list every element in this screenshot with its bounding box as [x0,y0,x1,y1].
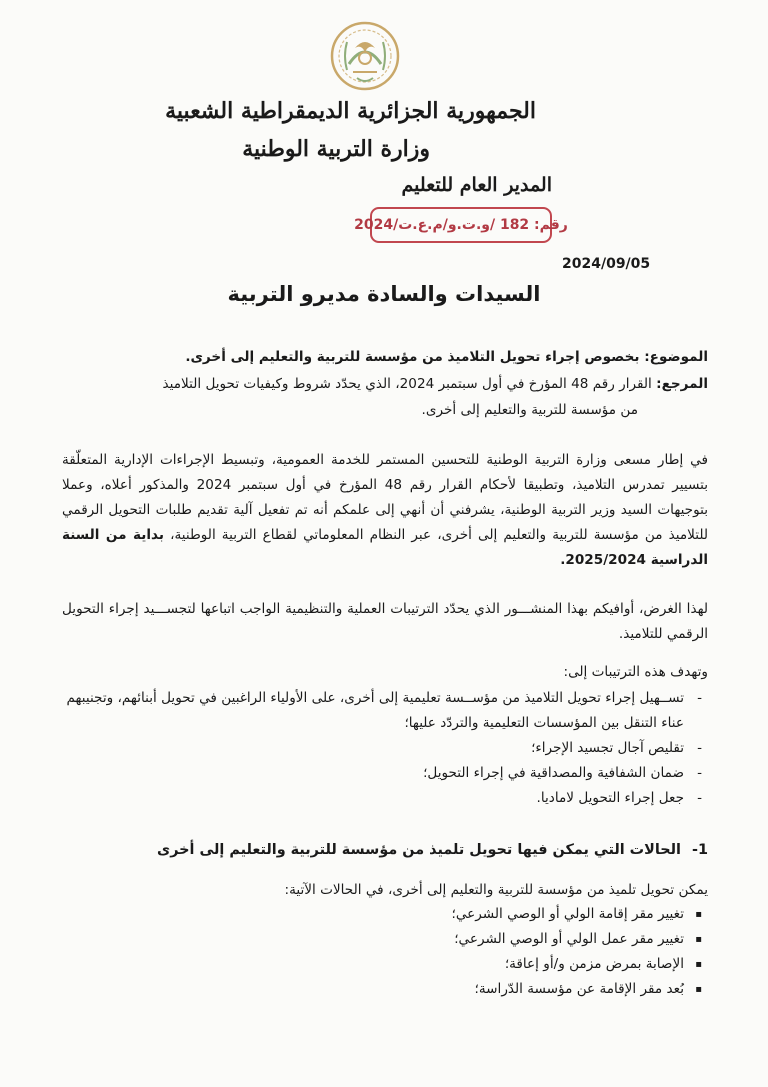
intro-paragraph [62,448,708,573]
republic-title: الجمهورية الجزائرية الديمقراطية الشعبية [165,98,536,124]
list-item: - تســهيل إجراء تحويل التلاميذ من مؤســسة تعليمية إلى أخرى، على الأولياء الراغبين في تحويل أبنائهم، وتجنيبهم عناء التنقل بين المؤسسات التعليمية والتردّد عليها؛ [62,686,708,736]
list-item: ▪ بُعد مقر الإقامة عن مؤسسة الدّراسة؛ [62,977,708,1002]
list-item: - تقليص آجال تجسيد الإجراء؛ [62,736,708,761]
section-title: الحالات التي يمكن فيها تحويل تلميذ من مؤسسة للتربية والتعليم إلى أخرى [157,842,681,858]
reference-label: المرجع: [656,376,708,392]
purpose-paragraph: لهذا الغرض، أوافيكم بهذا المنشـــور الذي يحدّد الترتيبات العملية والتنظيمية الواجب اتباعها لتجســـيد إجراء التحويل الرقمي للتلاميذ. [62,601,708,642]
intro-paragraph-bold: بداية من السنة الدراسية 2025/2024. [62,527,708,568]
intro-paragraph-text: في إطار مسعى وزارة التربية الوطنية للتحسين المستمر للخدمة العمومية، وتبسيط الإجراءات الإدارية المتعلّقة بتسيير تمدرس التلاميذ، وتطبيقا لأحكام القرار رقم 48 المؤرخ في أول سبتمبر 2024 والمذكور أعلاه، وعملا بتوجيهات السيد وزير التربية الوطنية، يشرفني أن أنهي إلى علمكم أنه تم تفعيل آلية تقديم طلبات التحويل الرقمي للتلاميذ من مؤسسة للتربية والتعليم إلى أخرى، عبر النظام المعلوماتي لقطاع التربية الوطنية، [62,452,708,543]
objectives-intro: وتهدف هذه الترتيبات إلى: [563,664,708,680]
ministry-title: وزارة التربية الوطنية [242,136,430,162]
document-date: 2024/09/05 [562,256,651,272]
section-heading [62,842,708,858]
list-item: - جعل إجراء التحويل لاماديا. [62,786,708,811]
subject-label: الموضوع: [644,349,708,365]
reference-continuation: من مؤسسة للتربية والتعليم إلى أخرى. [421,402,638,418]
addressee-heading: السيدات والسادة مديرو التربية [227,282,541,306]
algeria-emblem-icon [329,18,401,96]
cases-intro: يمكن تحويل تلميذ من مؤسسة للتربية والتعليم إلى أخرى، في الحالات الآتية: [284,882,708,898]
reference-line [62,372,708,397]
reference-text: القرار رقم 48 المؤرخ في أول سبتمبر 2024، الذي يحدّد شروط وكيفيات تحويل التلاميذ [162,376,657,392]
subject-line [62,345,708,370]
list-item: ▪ الإصابة بمرض مزمن و/أو إعاقة؛ [62,952,708,977]
list-item: - ضمان الشفافية والمصداقية في إجراء التحويل؛ [62,761,708,786]
objectives-list [62,686,708,811]
subject-text: بخصوص إجراء تحويل التلاميذ من مؤسسة للتربية والتعليم إلى أخرى. [185,349,645,365]
list-item: ▪ تغيير مقر عمل الولي أو الوصي الشرعي؛ [62,927,708,952]
reference-number-box [354,207,568,243]
cases-list [62,902,708,1002]
director-title: المدير العام للتعليم [401,174,552,196]
reference-number: رقم: 182 /و.ت.و/م.ع.ت/2024 [354,217,568,233]
section-number: 1- [692,842,708,858]
list-item: ▪ تغيير مقر إقامة الولي أو الوصي الشرعي؛ [62,902,708,927]
